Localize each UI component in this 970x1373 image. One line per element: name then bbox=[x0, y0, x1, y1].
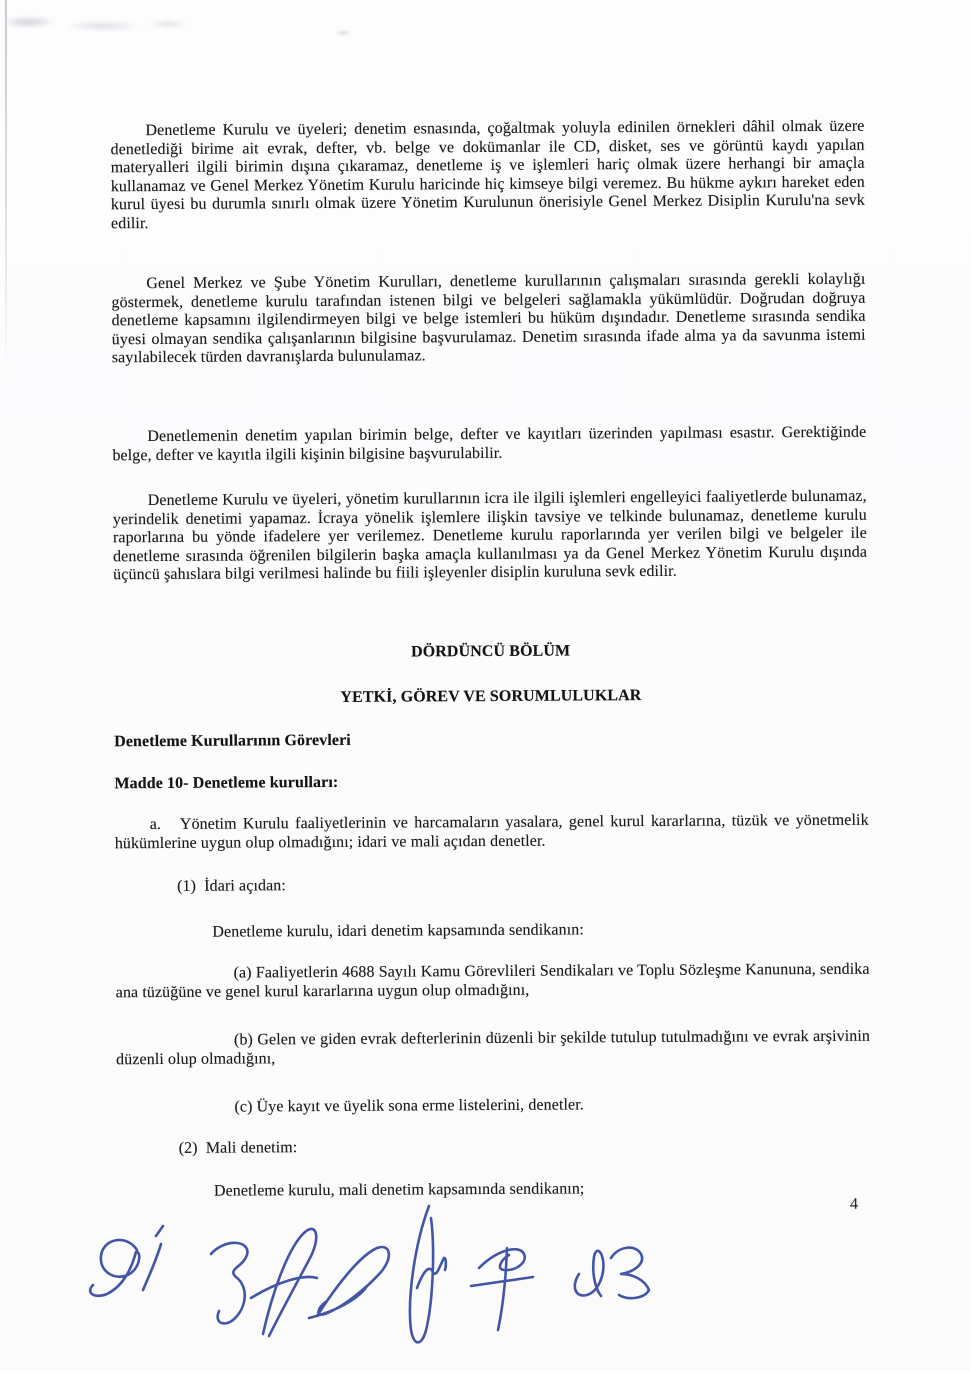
signature-stroke-5 bbox=[410, 1206, 446, 1342]
signature-stroke-1 bbox=[90, 1226, 163, 1296]
page-number: 4 bbox=[849, 1195, 859, 1213]
clause-1-intro: Denetleme kurulu, idari denetim kapsamında sendikanın: bbox=[212, 921, 584, 941]
signature-stroke-6 bbox=[471, 1248, 533, 1330]
signature-stroke-4 bbox=[309, 1247, 389, 1318]
paragraph-audit-limits: Denetleme Kurulu ve üyeleri, yönetim kurullarının icra ile ilgili işlemleri engelleyici faaliyetlerde bulunamaz, yerindelik denetimi yapamaz. İcraya yönelik işlemlere ilişkin tavsiye ve telkinde bulunamaz, denetleme kurulu raporlarına bu yönde ifadelere yer verilemez. Denetleme kurulu raporlarında yer verilen bilgi ve belgeler ile denetleme sırasında öğrenilen bilgilerin başka amaçla kullanılması ya da Genel Merkez Yönetim Kurulu dışında üçüncü şahıslara bilgi verilmesi halinde bu fiili işleyenler disiplin kuruluna sevk edilir. bbox=[112, 487, 868, 584]
paragraph-boards-obligations: Genel Merkez ve Şube Yönetim Kurulları, denetleme kurullarının çalışmaları sırasında gerekli kolaylığı göstermek, denetleme kurulu tarafından istenen bilgi ve belgeleri sağlamakla yükümlüdür. Doğrudan doğruya denetleme kapsamını ilgilendirmeyen bilgi ve belge istemleri bu hüküm dışındadır. Denetleme sırasında sendika üyesi olmayan sendika çalışanlarının bilgisine başvurulamaz. Denetim sırasında ifade alma ya da savunma istemi sayılabilecek türden davranışlarda bulunulamaz. bbox=[111, 270, 866, 367]
article-10-heading: Madde 10- Denetleme kurulları: bbox=[114, 773, 339, 793]
section-heading: DÖRDÜNCÜ BÖLÜM bbox=[410, 642, 571, 661]
signature-stroke-3 bbox=[251, 1229, 317, 1336]
handwritten-signatures bbox=[55, 1198, 715, 1363]
signature-stroke-2 bbox=[211, 1243, 247, 1324]
paragraph-audit-basis: Denetlemenin denetim yapılan birimin belge, defter ve kayıtları üzerinden yapılması esastır. Gerektiğinde belge, defter ve kayıtla ilgili kişinin bilgisine başvurulabilir. bbox=[112, 423, 867, 464]
clause-1-label: (1) İdari açıdan: bbox=[177, 877, 286, 895]
paragraph-audit-board-restrictions: Denetleme Kurulu ve üyeleri; denetim esnasında, çoğaltmak yoluyla edinilen örnekleri dâhil olmak üzere denetlediği birime ait evrak, defter, vb. belge ve dokümanlar ile CD, disket, ses ve görüntü kaydı yapılan materyalleri ilgili birimin dışına çıkaramaz, denetleme iş ve işlemleri hariç olmak üzere herhangi bir amaçla kullanamaz ve Genel Merkez Yönetim Kurulu haricinde hiç kimseye bilgi veremez. Bu hükme aykırı hareket eden kurul üyesi bu durumla sınırlı olmak üzere Yönetim Kurulunun önerisiyle Genel Merkez Disiplin Kurulu'na sevk edilir. bbox=[110, 117, 865, 233]
clause-1b-text: (b) Gelen ve giden evrak defterlerinin düzenli bir şekilde tutulup tutulmadığını ve evrak arşivinin düzenli olup olmadığını, bbox=[116, 1027, 871, 1068]
clause-1a-text: (a) Faaliyetlerin 4688 Sayılı Kamu Görevlileri Sendikaları ve Toplu Sözleşme Kanununa, sendika ana tüzüğüne ve genel kurul kararlarına uygun olup olmadığını, bbox=[115, 960, 870, 1001]
clause-1c-text: (c) Üye kayıt ve üyelik sona erme listelerini, denetler. bbox=[234, 1096, 584, 1116]
clause-a-text: a. Yönetim Kurulu faaliyetlerinin ve harcamaların yasalara, genel kurul kararlarına, tüzük ve yönetmelik hükümlerine uygun olup olmadığını; idari ve mali açıdan denetler. bbox=[114, 811, 869, 852]
signature-stroke-7 bbox=[575, 1248, 649, 1299]
section-subheading: YETKİ, GÖREV VE SORUMLULUKLAR bbox=[340, 687, 642, 706]
duties-heading: Denetleme Kurullarının Görevleri bbox=[114, 731, 351, 751]
clause-2-label: (2) Mali denetim: bbox=[178, 1139, 298, 1157]
clause-2-intro: Denetleme kurulu, mali denetim kapsamında sendikanın; bbox=[213, 1180, 585, 1200]
